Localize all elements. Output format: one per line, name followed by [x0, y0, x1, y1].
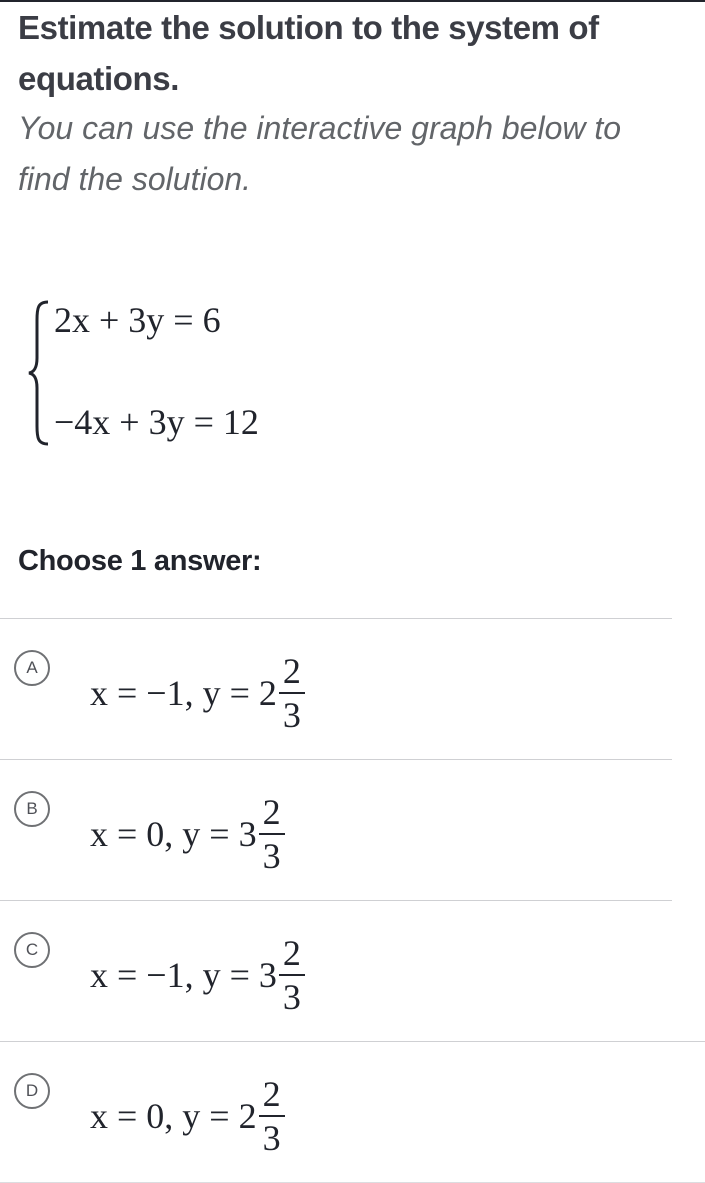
fraction-denominator: 3	[262, 836, 281, 876]
fraction	[259, 791, 285, 877]
choice-c[interactable]	[0, 900, 672, 1041]
choice-a[interactable]	[0, 618, 672, 759]
equation-1: 2x + 3y = 6	[54, 300, 221, 340]
curly-brace-icon	[28, 298, 52, 448]
choice-answer	[90, 787, 285, 881]
choice-equation: x = 0, y = 2	[90, 1096, 257, 1136]
fraction-numerator: 2	[262, 1074, 281, 1114]
choice-answer	[90, 928, 305, 1022]
choice-answer	[90, 646, 305, 740]
choice-letter-badge: A	[14, 650, 50, 686]
choice-letter-badge: C	[14, 932, 50, 968]
choice-answer	[90, 1069, 285, 1163]
fraction-denominator: 3	[282, 977, 301, 1017]
fraction	[279, 932, 305, 1018]
equation-system	[28, 298, 388, 448]
fraction-denominator: 3	[282, 695, 301, 735]
choice-letter-badge: D	[14, 1073, 50, 1109]
fraction-denominator: 3	[262, 1118, 281, 1158]
fraction	[279, 650, 305, 736]
choice-equation: x = −1, y = 2	[90, 673, 277, 713]
choice-letter-badge: B	[14, 791, 50, 827]
question-title: Estimate the solution to the system of equations.	[18, 9, 599, 97]
fraction	[259, 1073, 285, 1159]
choice-equation: x = −1, y = 3	[90, 955, 277, 995]
choice-equation: x = 0, y = 3	[90, 814, 257, 854]
question-subtitle: You can use the interactive graph below to find the solution.	[18, 110, 622, 197]
fraction-numerator: 2	[282, 651, 301, 691]
choose-prompt: Choose 1 answer:	[18, 545, 262, 577]
fraction-numerator: 2	[262, 792, 281, 832]
choice-d[interactable]	[0, 1041, 705, 1183]
answer-choices	[0, 618, 672, 1183]
equation-2: −4x + 3y = 12	[54, 402, 259, 442]
choice-b[interactable]	[0, 759, 672, 900]
fraction-numerator: 2	[282, 933, 301, 973]
